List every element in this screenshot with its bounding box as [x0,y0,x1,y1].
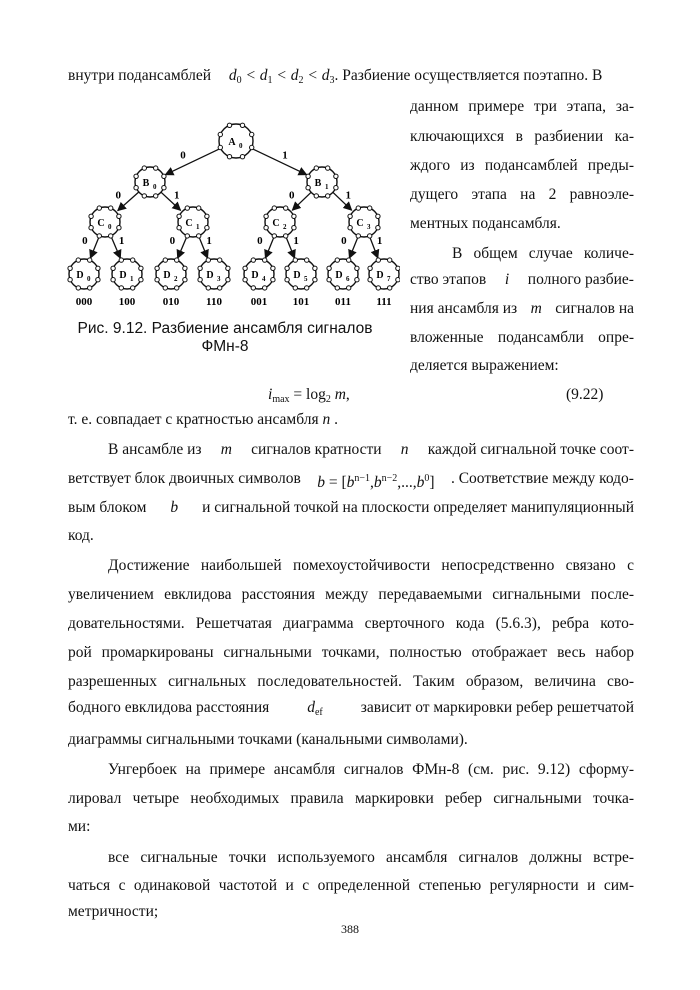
signal-point [218,286,222,290]
signal-point [218,132,222,136]
signal-point [96,266,100,270]
node-label-sub: 0 [239,142,243,150]
signal-point [198,278,202,282]
signal-point [117,214,121,218]
leaf-code: 111 [376,296,392,308]
node-label-sub: 3 [217,275,221,283]
text-line: внутри подансамблей $d_0 < d_1 < d_2 < d_3$. Разбиение осуществляется поэтапно. В [68,67,603,86]
page-number: 388 [341,922,359,936]
signal-point [313,266,317,270]
partition-node [328,259,358,289]
signal-point [139,266,143,270]
node-label: D [119,270,127,281]
signal-point [163,286,167,290]
edge-label: 1 [282,149,288,162]
text-line: дущего этапа на 2 равноэле- [410,186,634,203]
node-label-sub: 3 [367,223,371,231]
tree-edge [178,236,188,258]
signal-point [292,226,296,230]
signal-point [76,286,80,290]
signal-point [139,278,143,282]
leaf-code: 110 [206,296,222,308]
node-label: C [185,218,193,229]
figure-caption: Рис. 9.12. Разбиение ансамбля сигналов [77,320,373,337]
signal-point [348,214,352,218]
text-line: бодного евклидова расстояния $d_{ef}$ зависит от маркировки ребер решетчатой [68,699,634,718]
text-line: В ансамбле из m сигналов кратности n каждой сигнальной точке соот- [108,441,634,458]
signal-point [97,234,101,238]
signal-point [327,278,331,282]
signal-point [197,234,201,238]
partition-node [199,259,229,289]
signal-point [376,258,380,262]
partition-node [112,259,142,289]
partition-node [90,207,120,237]
signal-point [197,206,201,210]
edge-label: 0 [341,235,347,248]
signal-point [388,258,392,262]
partition-tree-diagram [60,118,400,313]
signal-point [368,278,372,282]
text-line: ждого из подансамблей преды- [410,157,634,174]
text-line: деляется выражением: [410,357,559,374]
signal-point [206,258,210,262]
signal-point [119,258,123,262]
text-line: рой промаркированы сигнальными точками, полностью отображает весь набор [68,644,634,661]
text-line: Унгербоек на примере ансамбля сигналов ФМн-8 (см. рис. 9.12) сформу- [108,761,634,778]
signal-point [335,286,339,290]
tree-edge [265,236,274,258]
signal-point [117,226,121,230]
node-label: D [376,270,384,281]
signal-point [285,266,289,270]
text-line: т. е. совпадает с кратностью ансамбля n . [68,411,338,428]
signal-point [154,194,158,198]
signal-point [305,286,309,290]
node-label-sub: 0 [108,223,112,231]
node-label-sub: 5 [304,275,308,283]
signal-point [88,286,92,290]
signal-point [175,258,179,262]
signal-point [314,166,318,170]
signal-point [206,286,210,290]
signal-point [396,266,400,270]
signal-point [177,214,181,218]
leaf-code: 000 [75,296,93,308]
signal-point [292,214,296,218]
edge-label: 0 [82,235,88,248]
node-label-sub: 2 [174,275,178,283]
partition-node [135,167,165,197]
partition-node [307,167,337,197]
signal-point [218,258,222,262]
signal-point [162,186,166,190]
text-line: ментных подансамбля. [410,215,561,232]
text-line: ветствует блок двоичных символов $b = [b^{n-1},b^{n-2},...,b^0]$ . Соответствие между кодо- [68,470,634,491]
signal-point [284,234,288,238]
signal-point [134,186,138,190]
edge-label: 1 [206,235,212,248]
signal-point [264,214,268,218]
signal-point [327,266,331,270]
signal-point [368,266,372,270]
node-label: C [272,218,280,229]
partition-node [349,207,379,237]
signal-point [285,278,289,282]
signal-point [175,286,179,290]
signal-point [293,286,297,290]
signal-point [155,278,159,282]
partition-node [244,259,274,289]
node-label: D [335,270,343,281]
signal-point [218,145,222,149]
signal-point [76,258,80,262]
edge-label: 1 [345,189,352,202]
signal-point [306,174,310,178]
signal-point [68,278,72,282]
signal-point [250,145,254,149]
signal-point [162,174,166,178]
signal-point [313,278,317,282]
node-label: D [206,270,214,281]
partition-node [69,259,99,289]
signal-point [240,123,244,127]
signal-point [355,278,359,282]
signal-point [271,266,275,270]
signal-point [347,286,351,290]
signal-point [198,266,202,270]
signal-point [326,194,330,198]
edge-label: 0 [288,189,295,202]
signal-point [388,286,392,290]
tree-edge [349,236,358,258]
partition-node [178,207,208,237]
text-line: Достижение наибольшей помехоустойчивости непосредственно связано с [108,557,634,574]
text-line: В общем случае количе- [452,245,634,262]
signal-point [109,234,113,238]
signal-point [96,278,100,282]
text-line: увеличением евклидова расстояния между передаваемыми сигнальными после- [68,586,634,603]
signal-point [293,258,297,262]
signal-point [185,206,189,210]
signal-point [89,226,93,230]
partition-node [219,124,253,158]
signal-point [155,266,159,270]
edge-label: 0 [257,235,263,248]
text-line: все сигнальные точки используемого ансамбля сигналов должны встре- [108,849,634,866]
node-label: B [314,178,322,189]
text-line: метричности; [68,903,159,920]
edge-label: 1 [293,235,299,248]
tree-edge [292,192,311,210]
node-label: A [228,137,236,148]
signal-point [240,155,244,159]
text-line: ключающихся в разбиении ка- [410,128,634,145]
signal-point [264,226,268,230]
text-line: ство этапов i полного разбие- [410,271,634,288]
signal-point [376,226,380,230]
signal-point [226,266,230,270]
text-line: вым блоком b и сигнальной точкой на плоскости определяет манипуляционный [68,499,634,516]
signal-point [250,132,254,136]
signal-point [177,226,181,230]
signal-point [251,258,255,262]
signal-point [376,286,380,290]
text-line: данном примере три этапа, за- [410,98,634,115]
node-label-sub: 1 [325,183,329,191]
signal-point [348,226,352,230]
node-label: C [356,218,364,229]
signal-point [205,214,209,218]
edge-label: 1 [376,235,383,248]
signal-point [347,258,351,262]
signal-point [226,278,230,282]
leaf-code: 010 [162,296,180,308]
signal-point [183,278,187,282]
node-label-sub: 6 [346,275,350,283]
signal-point [134,174,138,178]
node-label-sub: 2 [283,223,287,231]
signal-point [109,206,113,210]
formula: $i_{max} = \log_2 m$, [268,386,350,405]
signal-point [314,194,318,198]
signal-point [272,234,276,238]
signal-point [376,214,380,218]
signal-point [305,258,309,262]
node-label-sub: 7 [387,275,391,283]
text-line: довательностями. Решетчатая диаграмма сверточного кода (5.6.3), ребра кото- [68,615,634,632]
signal-point [272,206,276,210]
leaf-code: 101 [292,296,310,308]
signal-point [334,174,338,178]
text-line: чаться с одинаковой частотой и с определенной степенью регулярности и сим- [68,877,634,894]
signal-point [356,206,360,210]
signal-point [243,278,247,282]
leaf-code: 100 [118,296,136,308]
signal-point [185,234,189,238]
signal-point [355,266,359,270]
edge-label: 0 [180,149,186,162]
signal-point [183,266,187,270]
node-label: D [76,270,84,281]
signal-point [119,286,123,290]
signal-point [263,286,267,290]
figure-caption: ФМн-8 [201,338,249,355]
tree-edge [165,148,220,174]
partition-node [265,207,295,237]
node-label-sub: 4 [262,275,266,283]
tree-edge [90,236,99,258]
signal-point [243,266,247,270]
signal-point [271,278,275,282]
edge-label: 0 [169,235,176,248]
tree-edge [251,148,306,174]
partition-node [156,259,186,289]
signal-point [111,266,115,270]
signal-point [356,234,360,238]
signal-point [227,123,231,127]
text-line: вложенные подансамбли опре- [410,329,634,346]
signal-point [97,206,101,210]
signal-point [68,266,72,270]
signal-point [251,286,255,290]
signal-point [88,258,92,262]
signal-point [142,194,146,198]
node-label: D [163,270,171,281]
edge-label: 1 [174,189,180,202]
leaf-code: 001 [250,296,268,308]
signal-point [111,278,115,282]
signal-point [142,166,146,170]
node-label-sub: 0 [87,275,91,283]
signal-point [263,258,267,262]
node-label: D [251,270,259,281]
partition-node [369,259,399,289]
signal-point [154,166,158,170]
signal-point [284,206,288,210]
node-label: D [293,270,301,281]
edge-label: 0 [115,189,121,202]
signal-point [205,226,209,230]
signal-point [163,258,167,262]
signal-point [368,206,372,210]
signal-point [334,186,338,190]
signal-point [131,286,135,290]
text-line: диаграммы сигнальными точками (канальными символами). [68,731,468,748]
signal-point [306,186,310,190]
text-line: код. [68,527,94,544]
node-label: C [97,218,105,229]
signal-point [89,214,93,218]
edge-label: 1 [118,235,125,248]
signal-point [227,155,231,159]
signal-point [396,278,400,282]
text-line: лировал четыре необходимых правила маркировки ребер сигнальными точка- [68,790,634,807]
text-line: ми: [68,818,91,835]
node-label-sub: 1 [130,275,134,283]
signal-point [131,258,135,262]
signal-point [326,166,330,170]
partition-node [286,259,316,289]
leaf-code: 011 [335,296,351,308]
signal-point [368,234,372,238]
node-label-sub: 1 [196,223,200,231]
text-line: разрешенных сигнальных последовательностей. Таким образом, величина сво- [68,673,634,690]
text-line: ния ансамбля из m сигналов на [410,300,634,317]
node-label-sub: 0 [153,183,157,191]
node-label: B [142,178,150,189]
equation-number: (9.22) [566,386,604,403]
signal-point [335,258,339,262]
